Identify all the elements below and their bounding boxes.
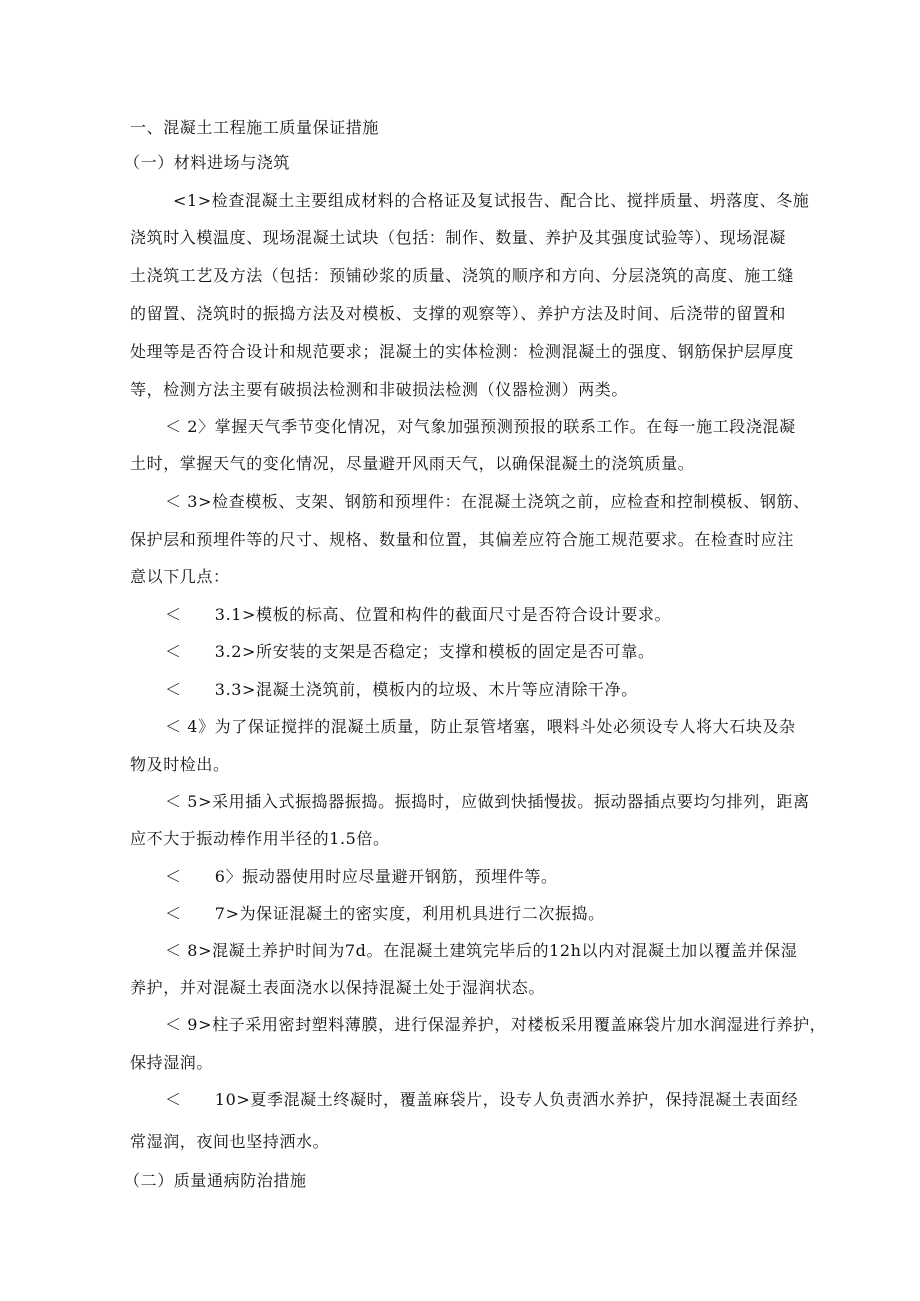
section-2-title: （二）质量通病防治措施 (124, 1171, 307, 1190)
paragraph-line: ＜ 3>检查模板、支架、钢筋和预埋件：在混凝土浇筑之前，应检查和控制模板、钢筋、 (165, 492, 810, 511)
paragraph-line: <1>检查混凝土主要组成材料的合格证及复试报告、配合比、搅拌质量、坍落度、冬施 (173, 191, 810, 210)
paragraph-line: 的留置、浇筑时的振捣方法及对模板、支撑的观察等）、养护方法及时间、后浇带的留置和 (130, 304, 787, 323)
paragraph-line: 土时，掌握天气的变化情况，尽量避开风雨天气，以确保混凝土的浇筑质量。 (130, 454, 695, 473)
paragraph-line: ＜ 2〉掌握天气季节变化情况，对气象加强预测预报的联系工作。在每一施工段浇混凝 (165, 417, 796, 436)
paragraph-line: 保护层和预埋件等的尺寸、规格、数量和位置，其偏差应符合施工规范要求。在检查时应注 (130, 530, 795, 549)
paragraph-3-3: ＜ 3.3>混凝土浇筑前，模板内的垃圾、木片等应清除干净。 (165, 680, 638, 699)
paragraph-7: ＜ 7>为保证混凝土的密实度，利用机具进行二次振捣。 (165, 904, 605, 923)
paragraph-line: 应不大于振动棒作用半径的1.5倍。 (130, 829, 390, 848)
paragraph-3-1: ＜ 3.1>模板的标高、位置和构件的截面尺寸是否符合设计要求。 (165, 605, 672, 624)
paragraph-line: ＜ 10>夏季混凝土终凝时，覆盖麻袋片，设专人负责洒水养护，保持混凝土表面经 (165, 1090, 799, 1109)
paragraph-line: 处理等是否符合设计和规范要求；混凝土的实体检测：检测混凝土的强度、钢筋保护层厚度 (130, 342, 795, 361)
paragraph-line: ＜ 5>采用插入式振捣器振捣。振捣时，应做到快插慢拔。振动器插点要均匀排列，距离 (165, 792, 810, 811)
paragraph-line: 土浇筑工艺及方法（包括：预铺砂浆的质量、浇筑的顺序和方向、分层浇筑的高度、施工缝 (130, 266, 795, 285)
paragraph-line: 养护，并对混凝土表面浇水以保持混凝土处于湿润状态。 (130, 978, 546, 997)
paragraph-3-2: ＜ 3.2>所安装的支架是否稳定；支撑和模板的固定是否可靠。 (165, 642, 655, 661)
paragraph-line: ＜ 8>混凝土养护时间为7d。在混凝土建筑完毕后的12h以内对混凝土加以覆盖并保湿 (165, 941, 798, 960)
paragraph-line: 保持湿润。 (130, 1053, 214, 1072)
paragraph-line: 等，检测方法主要有破损法检测和非破损法检测（仪器检测）两类。 (130, 380, 629, 399)
paragraph-line: 浇筑时入模温度、现场混凝土试块（包括：制作、数量、养护及其强度试验等）、现场混凝 (130, 228, 787, 247)
section-1-title: （一）材料进场与浇筑 (124, 153, 291, 172)
paragraph-line: ＜ 4》为了保证搅拌的混凝土质量，防止泵管堵塞，喂料斗处必须设专人将大石块及杂 (165, 717, 796, 736)
paragraph-6: ＜ 6〉振动器使用时应尽量避开钢筋，预埋件等。 (165, 867, 558, 886)
paragraph-line: ＜ 9>柱子采用密封塑料薄膜，进行保湿养护，对楼板采用覆盖麻袋片加水润湿进行养护， (165, 1015, 827, 1034)
main-heading: 一、混凝土工程施工质量保证措施 (130, 118, 380, 137)
paragraph-line: 意以下几点： (130, 567, 230, 586)
paragraph-line: 物及时检出。 (130, 755, 230, 774)
paragraph-line: 常湿润，夜间也坚持洒水。 (130, 1132, 330, 1151)
